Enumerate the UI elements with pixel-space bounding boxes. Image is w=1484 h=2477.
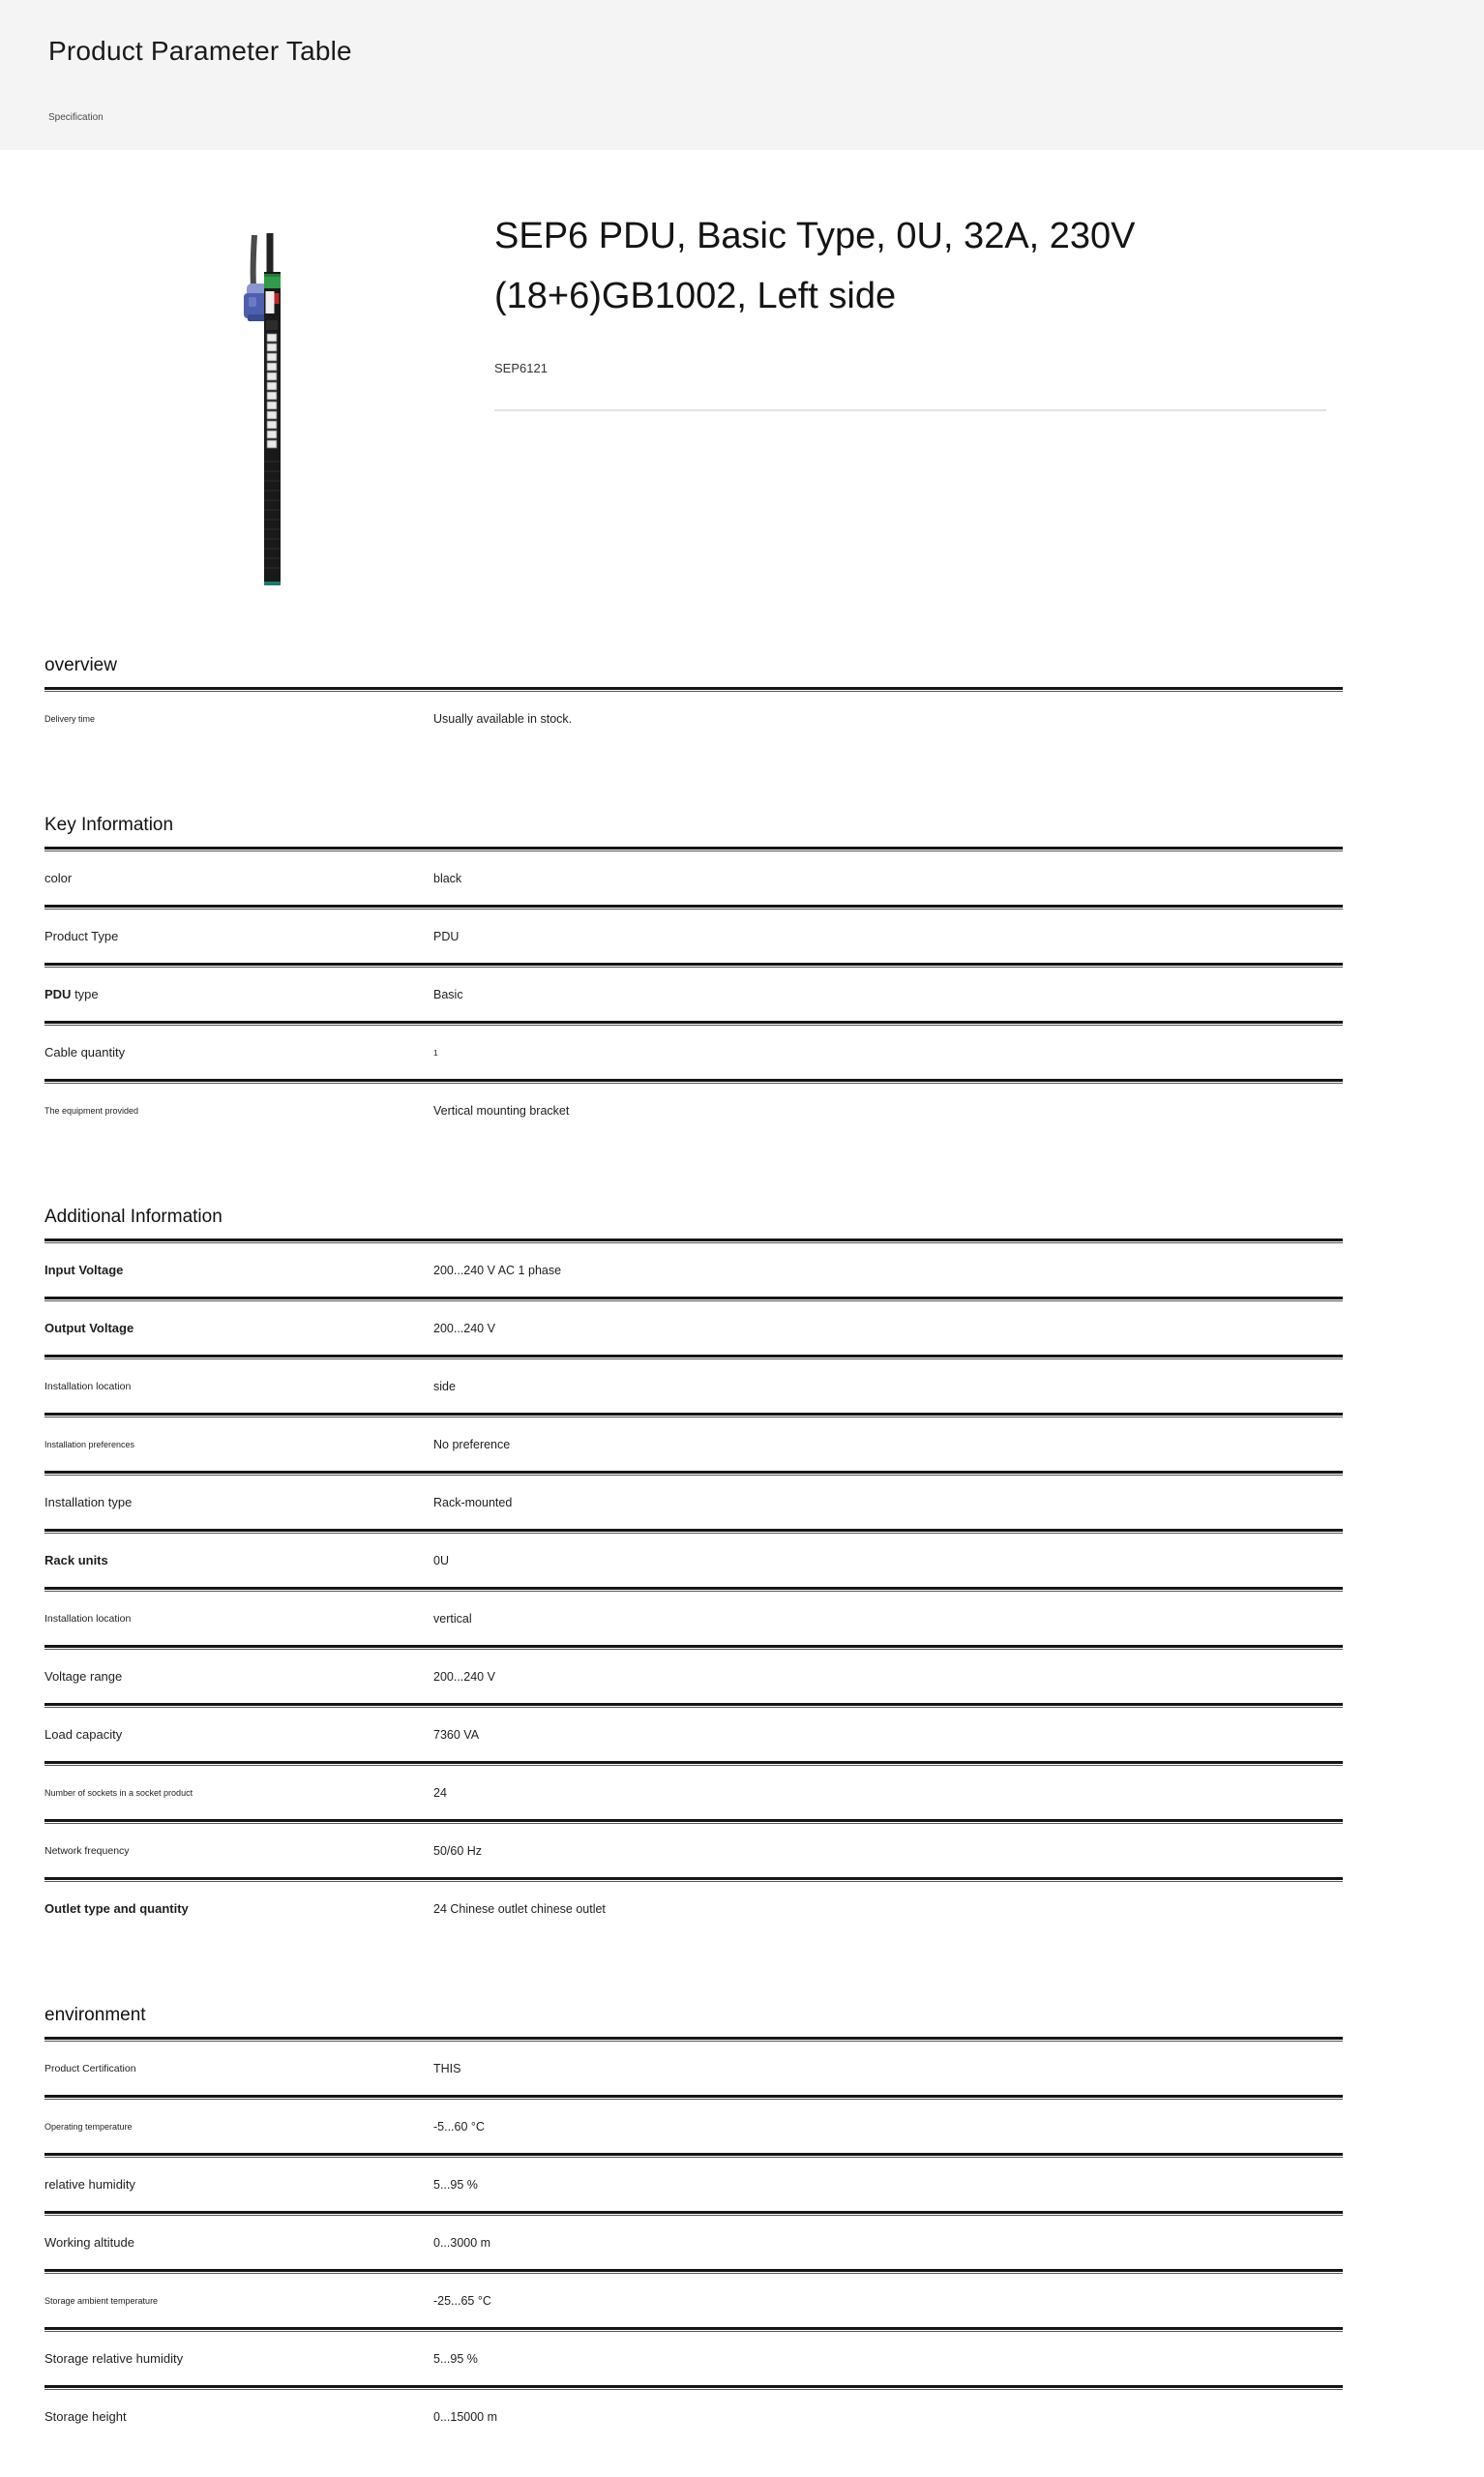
page-title: Product Parameter Table <box>48 36 352 66</box>
spec-value: Usually available in stock. <box>433 711 573 726</box>
page-subtitle: Specification <box>48 112 104 123</box>
spec-row-number-of-sockets-in-a-socket-product <box>45 1766 1343 1819</box>
switch-red <box>275 293 280 304</box>
spec-label: The equipment provided <box>45 1105 139 1116</box>
spec-value: 7360 VA <box>433 1727 480 1742</box>
product-sku: SEP6121 <box>494 361 548 375</box>
spec-row-working-altitude <box>45 2216 1343 2269</box>
section-overview <box>45 655 1343 745</box>
spec-value: -25...65 °C <box>433 2293 491 2308</box>
spec-row-network-frequency <box>45 1824 1343 1877</box>
spec-label: Output Voltage <box>45 1321 134 1335</box>
spec-row-pdu-type <box>45 968 1343 1021</box>
row-rule <box>45 1529 1343 1534</box>
spec-value: -5...60 °C <box>433 2119 485 2134</box>
spec-row-delivery-time <box>45 692 1343 745</box>
spec-value: vertical <box>433 1611 472 1626</box>
spec-row-relative-humidity <box>45 2158 1343 2211</box>
row-rule <box>45 1587 1343 1592</box>
row-rule <box>45 2095 1343 2100</box>
spec-label: Operating temperature <box>45 2121 133 2132</box>
spec-value: side <box>433 1379 456 1393</box>
row-rule <box>45 1761 1343 1766</box>
divider <box>494 409 1326 411</box>
spec-label: Outlet type and quantity <box>45 1901 189 1916</box>
row-rule <box>45 963 1343 968</box>
spec-row-load-capacity <box>45 1708 1343 1761</box>
section-heading: environment <box>45 2005 146 2025</box>
section-heading: overview <box>45 655 117 675</box>
spec-row-operating-temperature <box>45 2100 1343 2153</box>
table-rule <box>45 1238 1343 1243</box>
spec-value: 200...240 V AC 1 phase <box>433 1263 562 1277</box>
table-rule <box>45 847 1343 851</box>
spec-row-outlet-type-and-quantity <box>45 1882 1343 1935</box>
row-rule <box>45 2385 1343 2390</box>
row-rule <box>45 1297 1343 1301</box>
row-rule <box>45 905 1343 910</box>
row-rule <box>45 1645 1343 1650</box>
row-rule <box>45 1877 1343 1882</box>
spec-row-voltage-range <box>45 1650 1343 1703</box>
spec-row-product-certification <box>45 2042 1343 2095</box>
spec-value: THIS <box>433 2061 461 2075</box>
spec-value: 0...3000 m <box>433 2235 491 2250</box>
bar-bottom-cap <box>264 582 281 585</box>
spec-value: 1 <box>433 1047 438 1058</box>
spec-label: Storage height <box>45 2409 127 2424</box>
row-rule <box>45 2153 1343 2158</box>
spec-row-storage-relative-humidity <box>45 2332 1343 2385</box>
spec-value: 0U <box>433 1553 449 1567</box>
spec-label: Load capacity <box>45 1727 123 1742</box>
table-rule <box>45 2037 1343 2042</box>
spec-label: Number of sockets in a socket product <box>45 1787 193 1798</box>
spec-row-installation-preferences <box>45 1418 1343 1471</box>
row-rule <box>45 2269 1343 2274</box>
spec-row-product-type <box>45 910 1343 963</box>
spec-label: Cable quantity <box>45 1045 126 1059</box>
row-rule <box>45 1819 1343 1824</box>
spec-value: 24 <box>433 1785 447 1800</box>
product-hero <box>0 150 1484 597</box>
page-header <box>0 0 1484 150</box>
row-rule <box>45 2211 1343 2216</box>
spec-row-storage-height <box>45 2390 1343 2443</box>
spec-label: Storage relative humidity <box>45 2351 184 2366</box>
product-info <box>494 206 1484 597</box>
spec-label: Storage ambient temperature <box>45 2295 159 2306</box>
spec-label: Network frequency <box>45 1844 130 1857</box>
row-rule <box>45 1079 1343 1084</box>
power-cable-gray <box>253 235 254 287</box>
spec-value: No preference <box>433 1437 511 1451</box>
section-environment <box>45 2005 1343 2443</box>
product-image <box>206 231 371 591</box>
spec-label: Rack units <box>45 1553 108 1567</box>
spec-sections <box>0 655 1484 2443</box>
row-rule <box>45 1021 1343 1026</box>
spec-value: 200...240 V <box>433 1669 495 1684</box>
spec-label: color <box>45 871 73 885</box>
spec-label: Voltage range <box>45 1669 123 1684</box>
spec-value: 24 Chinese outlet chinese outlet <box>433 1901 606 1916</box>
spec-label: Installation location <box>45 1380 132 1392</box>
table-rule <box>45 687 1343 692</box>
spec-label: Product Type <box>45 929 119 943</box>
spec-row-installation-location <box>45 1592 1343 1645</box>
product-media <box>0 206 494 597</box>
spec-row-output-voltage <box>45 1301 1343 1355</box>
spec-value: 0...15000 m <box>433 2409 498 2424</box>
spec-label: Installation type <box>45 1495 133 1509</box>
row-rule <box>45 2327 1343 2332</box>
section-key-information <box>45 815 1343 1137</box>
spec-row-cable-quantity <box>45 1026 1343 1079</box>
spec-label: Installation location <box>45 1612 132 1625</box>
spec-value: 50/60 Hz <box>433 1843 483 1858</box>
spec-value: PDU <box>433 929 460 943</box>
spec-label: Delivery time <box>45 713 96 724</box>
row-rule <box>45 1413 1343 1418</box>
spec-row-installation-type <box>45 1476 1343 1529</box>
spec-value: black <box>433 871 462 885</box>
spec-row-input-voltage <box>45 1243 1343 1297</box>
rocker-switch <box>266 291 275 313</box>
spec-row-the-equipment-provided <box>45 1084 1343 1137</box>
spec-row-color <box>45 851 1343 905</box>
spec-value: Vertical mounting bracket <box>433 1103 570 1118</box>
spec-value: 5...95 % <box>433 2177 478 2192</box>
row-rule <box>45 1471 1343 1476</box>
spec-label: Installation preferences <box>45 1439 135 1449</box>
spec-label: Product Certification <box>45 2062 136 2074</box>
spec-row-installation-location <box>45 1359 1343 1413</box>
product-title: SEP6 PDU, Basic Type, 0U, 32A, 230V (18+6)GB1002, Left side <box>494 216 1136 316</box>
spec-value: 200...240 V <box>433 1321 495 1335</box>
section-heading: Additional Information <box>45 1207 223 1227</box>
spec-label: relative humidity <box>45 2177 135 2192</box>
spec-row-storage-ambient-temperature <box>45 2274 1343 2327</box>
spec-label: Working altitude <box>45 2235 134 2250</box>
row-rule <box>45 1355 1343 1359</box>
spec-label: Input Voltage <box>45 1263 124 1277</box>
spec-value: Rack-mounted <box>433 1495 513 1509</box>
spec-row-rack-units <box>45 1534 1343 1587</box>
section-additional-information <box>45 1207 1343 1935</box>
spec-label: PDU type <box>45 987 99 1001</box>
spec-value: 5...95 % <box>433 2351 478 2366</box>
spec-value: Basic <box>433 987 463 1001</box>
row-rule <box>45 1703 1343 1708</box>
section-heading: Key Information <box>45 815 174 835</box>
